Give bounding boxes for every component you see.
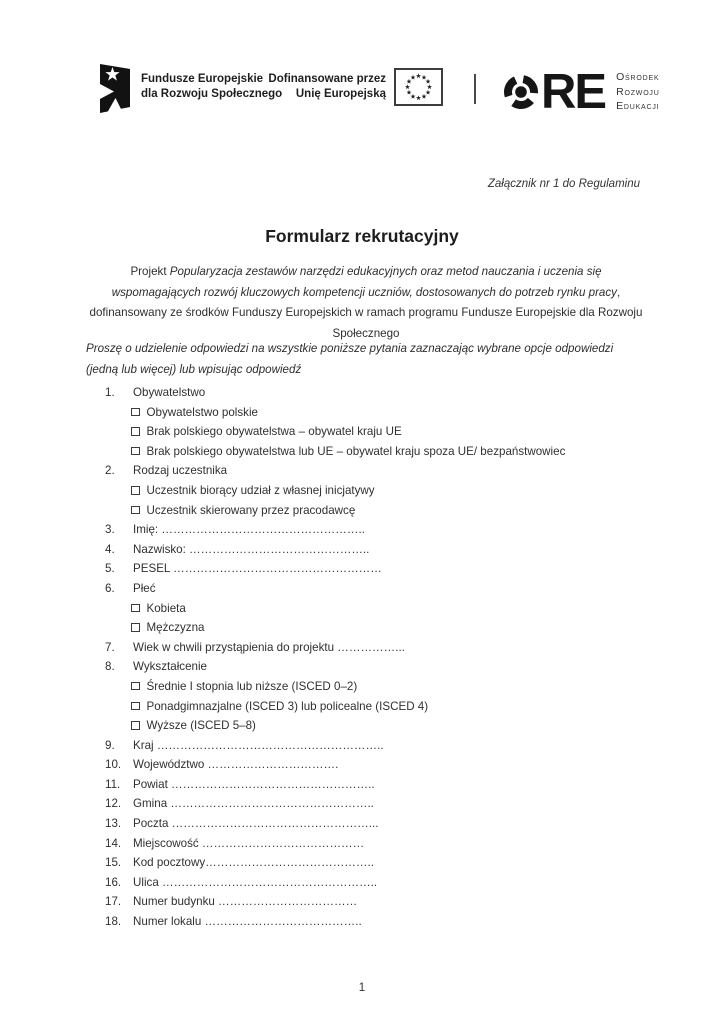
checkbox-icon[interactable] <box>131 702 140 711</box>
checkbox-option[interactable] <box>131 501 674 521</box>
question-number: 18. <box>105 915 122 929</box>
question-item <box>105 540 674 560</box>
question-label: Poczta ……………………………………………... <box>133 817 379 831</box>
question-number: 16. <box>105 875 122 889</box>
question-row <box>105 461 674 481</box>
checkbox-option[interactable] <box>131 697 674 717</box>
checkbox-label: Brak polskiego obywatelstwa lub UE – obywatel kraju spoza UE/ bezpaństwowiec <box>146 444 566 458</box>
fe-logo-line2: dla Rozwoju Społecznego <box>141 87 283 100</box>
question-row <box>105 579 674 599</box>
question-label: Nazwisko: ……………………………………….. <box>133 542 370 556</box>
question-list <box>105 383 674 932</box>
question-label: Kraj ………………………………………………….. <box>133 738 384 752</box>
question-number: 14. <box>105 836 122 850</box>
question-number: 9. <box>105 738 115 752</box>
question-number: 8. <box>105 660 115 674</box>
question-number: 1. <box>105 386 115 399</box>
ore-text-line1: Ośrodek <box>616 71 660 83</box>
checkbox-label: Wyższe (ISCED 5–8) <box>146 719 256 733</box>
checkbox-option[interactable] <box>131 599 674 619</box>
question-label: PESEL ……………………………………………… <box>133 562 382 576</box>
eu-funding-line2: Unię Europejską <box>295 88 386 100</box>
question-row <box>105 794 674 814</box>
attachment-note: Załącznik nr 1 do Regulaminu <box>487 178 640 190</box>
question-item <box>105 657 674 735</box>
eu-funding-line1: Dofinansowane przez <box>268 73 386 85</box>
ore-wordmark: RE <box>541 64 606 119</box>
question-options <box>105 403 674 462</box>
checkbox-option[interactable] <box>131 716 674 736</box>
checkbox-icon[interactable] <box>131 721 140 730</box>
question-item <box>105 579 674 638</box>
question-label: Ulica ……………………………………………….. <box>133 875 378 889</box>
question-label: Miejscowość …………………………………… <box>133 836 365 850</box>
checkbox-label: Kobieta <box>146 601 186 615</box>
page-title: Formularz rekrutacyjny <box>265 226 459 246</box>
project-description-prefix: Projekt <box>130 265 170 278</box>
question-row <box>105 755 674 775</box>
question-label: Płeć <box>133 581 156 595</box>
checkbox-icon[interactable] <box>131 486 140 495</box>
checkbox-label: Obywatelstwo polskie <box>146 405 258 419</box>
question-number: 10. <box>105 758 122 772</box>
question-number: 15. <box>105 856 122 870</box>
question-number: 7. <box>105 640 115 654</box>
eu-flag-icon <box>394 68 443 106</box>
question-label: Obywatelstwo <box>133 386 206 399</box>
question-item <box>105 873 674 893</box>
project-description-name: Popularyzacja zestawów narzędzi edukacyjnych oraz metod nauczania i uczenia się wspomagających rozwój kluczowych kompetencji uczniów, dostosowanych do potrzeb rynku pracy <box>111 265 617 299</box>
question-row <box>105 383 674 403</box>
question-options <box>105 599 674 638</box>
checkbox-option[interactable] <box>131 677 674 697</box>
checkbox-icon[interactable] <box>131 623 140 632</box>
ore-text-line2: Rozwoju <box>616 85 660 98</box>
checkbox-label: Uczestnik biorący udział z własnej inicjatywy <box>146 483 375 497</box>
question-number: 5. <box>105 562 115 576</box>
question-row <box>105 736 674 756</box>
checkbox-icon[interactable] <box>131 682 140 691</box>
question-row <box>105 559 674 579</box>
question-item <box>105 736 674 756</box>
question-item <box>105 638 674 658</box>
question-label: Numer budynku ……………………………… <box>133 895 358 909</box>
fe-logo-text <box>141 72 282 102</box>
question-item <box>105 461 674 520</box>
question-label: Wykształcenie <box>133 660 207 674</box>
question-item <box>105 383 674 461</box>
checkbox-label: Uczestnik skierowany przez pracodawcę <box>146 503 356 517</box>
checkbox-label: Mężczyzna <box>146 621 205 635</box>
ore-logo-text <box>616 70 660 114</box>
question-item <box>105 520 674 540</box>
ore-text-line3: Edukacji <box>616 100 660 112</box>
question-item <box>105 814 674 834</box>
question-row <box>105 814 674 834</box>
question-row <box>105 520 674 540</box>
question-number: 2. <box>105 464 115 478</box>
checkbox-option[interactable] <box>131 403 674 423</box>
question-options <box>105 677 674 736</box>
question-item <box>105 853 674 873</box>
checkbox-icon[interactable] <box>131 506 140 515</box>
page-number: 1 <box>358 982 366 994</box>
question-label: Rodzaj uczestnika <box>133 464 228 478</box>
question-label: Powiat …………………………………………….. <box>133 777 375 791</box>
question-label: Kod pocztowy…………………………………….. <box>133 856 374 870</box>
question-item <box>105 834 674 854</box>
instruction-text: Proszę o udzielenie odpowiedzi na wszystkie poniższe pytania zaznaczając wybrane opcje odpowiedzi (jedną lub więcej) lub wpisując odpowiedź <box>86 342 614 376</box>
checkbox-label: Średnie I stopnia lub niższe (ISCED 0–2) <box>146 679 358 693</box>
logo-divider <box>474 74 476 104</box>
question-label: Imię: …………………………………………….. <box>133 523 365 537</box>
checkbox-label: Brak polskiego obywatelstwa – obywatel kraju UE <box>146 425 402 439</box>
question-row <box>105 540 674 560</box>
question-options <box>105 481 674 520</box>
question-label: Numer lokalu ………………………………….. <box>133 915 362 929</box>
question-row <box>105 638 674 658</box>
checkbox-icon[interactable] <box>131 427 140 436</box>
checkbox-option[interactable] <box>131 481 674 501</box>
question-row <box>105 892 674 912</box>
question-number: 3. <box>105 523 115 537</box>
fe-logo-line1: Fundusze Europejskie <box>141 72 264 85</box>
question-item <box>105 794 674 814</box>
checkbox-icon[interactable] <box>131 408 140 417</box>
logo-fundusze-europejskie <box>95 58 282 115</box>
logo-eu-funding <box>268 68 443 106</box>
question-item <box>105 892 674 912</box>
question-number: 11. <box>105 777 121 791</box>
question-number: 13. <box>105 817 122 831</box>
project-description <box>88 262 644 344</box>
eu-funding-text <box>268 72 386 102</box>
question-row <box>105 912 674 932</box>
checkbox-icon[interactable] <box>131 604 140 613</box>
question-label: Województwo ……………………………. <box>133 758 339 772</box>
ore-logo-icon <box>502 64 606 119</box>
question-number: 17. <box>105 895 122 909</box>
question-row <box>105 853 674 873</box>
project-description-suffix: , dofinansowany ze środków Funduszy Europejskich w ramach programu Fundusze Europejskie dla Rozwoju Społecznego <box>89 285 643 340</box>
question-item <box>105 755 674 775</box>
question-row <box>105 873 674 893</box>
question-number: 4. <box>105 542 115 556</box>
question-row <box>105 657 674 677</box>
checkbox-option[interactable] <box>131 422 674 442</box>
checkbox-icon[interactable] <box>131 447 140 456</box>
question-item <box>105 559 674 579</box>
checkbox-label: Ponadgimnazjalne (ISCED 3) lub policealne (ISCED 4) <box>146 699 429 713</box>
question-item <box>105 775 674 795</box>
logo-ore <box>502 64 660 119</box>
question-number: 12. <box>105 797 122 811</box>
question-row <box>105 775 674 795</box>
question-label: Wiek w chwili przystąpienia do projektu ……………... <box>133 640 405 654</box>
fe-flag-icon <box>95 58 132 115</box>
checkbox-option[interactable] <box>131 442 674 462</box>
question-number: 6. <box>105 581 115 595</box>
question-item <box>105 912 674 932</box>
question-label: Gmina …………………………………………….. <box>133 797 374 811</box>
checkbox-option[interactable] <box>131 618 674 638</box>
question-row <box>105 834 674 854</box>
